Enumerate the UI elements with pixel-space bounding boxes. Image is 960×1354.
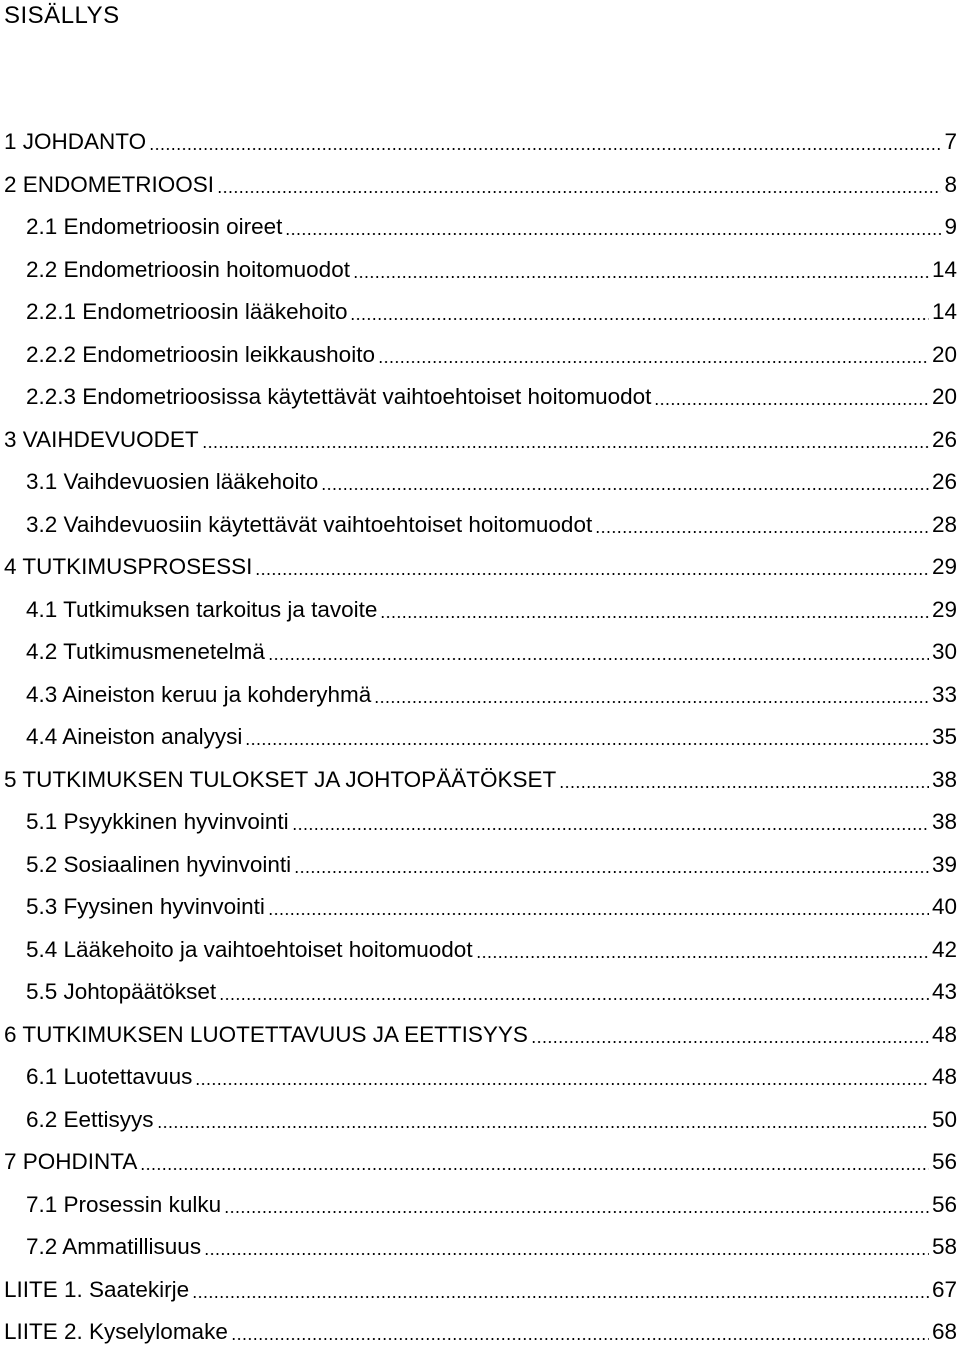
toc-entry-label: 1 JOHDANTO [4, 129, 147, 155]
dot-leader [224, 1211, 929, 1213]
toc-entry-label: 5.2 Sosiaalinen hyvinvointi [26, 851, 292, 877]
toc-entry[interactable] [0, 1184, 960, 1227]
toc-entry[interactable] [0, 1311, 960, 1354]
dot-leader [268, 913, 929, 915]
toc-entry[interactable] [0, 1269, 960, 1312]
toc-entry-page-number: 56 [931, 1149, 957, 1175]
toc-entry-page-number: 14 [931, 299, 957, 325]
toc-entry-label: 4 TUTKIMUSPROSESSI [4, 554, 253, 580]
toc-entry-label: 2.2.3 Endometrioosissa käytettävät vaihtoehtoiset hoitomuodot [26, 384, 652, 410]
toc-entry-label: 7.1 Prosessin kulku [26, 1191, 222, 1217]
toc-entry[interactable] [0, 886, 960, 929]
toc-entry-label: 5.4 Lääkehoito ja vaihtoehtoiset hoitomuodot [26, 936, 473, 962]
toc-entry-label: 3 VAIHDEVUODET [4, 426, 199, 452]
toc-entry-label: 7.2 Ammatillisuus [26, 1234, 202, 1260]
toc-entry[interactable] [0, 376, 960, 419]
table-of-contents [0, 121, 960, 1354]
toc-entry[interactable] [0, 929, 960, 972]
dot-leader [476, 956, 929, 958]
toc-entry-label: 2.2 Endometrioosin hoitomuodot [26, 256, 350, 282]
toc-entry-label: 3.1 Vaihdevuosien lääkehoito [26, 469, 319, 495]
toc-entry-label: 2.2.1 Endometrioosin lääkehoito [26, 299, 348, 325]
toc-entry-page-number: 30 [931, 639, 957, 665]
page-title: SISÄLLYS [4, 2, 120, 29]
dot-leader [157, 1126, 929, 1128]
toc-entry-label: 2.2.2 Endometrioosin leikkaushoito [26, 341, 375, 367]
toc-entry[interactable] [0, 1099, 960, 1142]
dot-leader [204, 1253, 929, 1255]
toc-entry-page-number: 48 [931, 1064, 957, 1090]
dot-leader [149, 148, 941, 150]
toc-entry-page-number: 9 [944, 214, 957, 240]
toc-entry-page-number: 26 [931, 469, 957, 495]
toc-entry-label: LIITE 2. Kyselylomake [4, 1319, 228, 1345]
toc-entry-page-number: 29 [931, 596, 957, 622]
toc-entry-page-number: 48 [931, 1021, 957, 1047]
dot-leader [378, 361, 929, 363]
toc-entry[interactable] [0, 206, 960, 249]
toc-entry[interactable] [0, 461, 960, 504]
toc-entry-label: 4.1 Tutkimuksen tarkoitus ja tavoite [26, 596, 378, 622]
toc-entry[interactable] [0, 716, 960, 759]
dot-leader [294, 871, 929, 873]
toc-entry-label: 5.3 Fyysinen hyvinvointi [26, 894, 265, 920]
toc-entry[interactable] [0, 759, 960, 802]
toc-entry-page-number: 38 [931, 766, 957, 792]
dot-leader [353, 276, 929, 278]
dot-leader [202, 446, 929, 448]
toc-entry-page-number: 40 [931, 894, 957, 920]
toc-entry-label: 4.2 Tutkimusmenetelmä [26, 639, 265, 665]
toc-entry-page-number: 68 [931, 1319, 957, 1345]
toc-entry-label: 5.1 Psyykkinen hyvinvointi [26, 809, 289, 835]
toc-entry[interactable] [0, 121, 960, 164]
toc-entry[interactable] [0, 674, 960, 717]
toc-entry-label: 4.4 Aineiston analyysi [26, 724, 243, 750]
toc-entry-label: 6.2 Eettisyys [26, 1106, 154, 1132]
toc-entry-label: 5.5 Johtopäätökset [26, 979, 217, 1005]
dot-leader [285, 233, 941, 235]
toc-entry[interactable] [0, 631, 960, 674]
toc-entry[interactable] [0, 589, 960, 632]
toc-entry[interactable] [0, 1056, 960, 1099]
toc-entry-label: 3.2 Vaihdevuosiin käytettävät vaihtoehtoiset hoitomuodot [26, 511, 593, 537]
toc-entry[interactable] [0, 801, 960, 844]
toc-entry-page-number: 42 [931, 936, 957, 962]
dot-leader [195, 1083, 929, 1085]
dot-leader [654, 403, 929, 405]
toc-entry-page-number: 28 [931, 511, 957, 537]
toc-entry[interactable] [0, 546, 960, 589]
toc-entry-page-number: 56 [931, 1191, 957, 1217]
toc-entry[interactable] [0, 844, 960, 887]
dot-leader [292, 828, 929, 830]
dot-leader [217, 191, 941, 193]
dot-leader [531, 1041, 929, 1043]
toc-entry-page-number: 20 [931, 341, 957, 367]
dot-leader [219, 998, 929, 1000]
toc-entry-page-number: 8 [944, 171, 957, 197]
toc-entry[interactable] [0, 249, 960, 292]
toc-entry-label: 2 ENDOMETRIOOSI [4, 171, 215, 197]
toc-entry-page-number: 33 [931, 681, 957, 707]
dot-leader [595, 531, 929, 533]
toc-entry-page-number: 58 [931, 1234, 957, 1260]
dot-leader [380, 616, 929, 618]
dot-leader [321, 488, 929, 490]
dot-leader [374, 701, 929, 703]
toc-entry-label: 6.1 Luotettavuus [26, 1064, 193, 1090]
toc-entry-label: LIITE 1. Saatekirje [4, 1276, 190, 1302]
toc-entry-label: 6 TUTKIMUKSEN LUOTETTAVUUS JA EETTISYYS [4, 1021, 528, 1047]
toc-entry-label: 2.1 Endometrioosin oireet [26, 214, 283, 240]
toc-entry[interactable] [0, 419, 960, 462]
toc-entry[interactable] [0, 1141, 960, 1184]
dot-leader [350, 318, 929, 320]
toc-entry-label: 4.3 Aineiston keruu ja kohderyhmä [26, 681, 372, 707]
dot-leader [140, 1168, 929, 1170]
dot-leader [559, 786, 929, 788]
toc-entry-page-number: 38 [931, 809, 957, 835]
toc-entry[interactable] [0, 291, 960, 334]
toc-entry-page-number: 14 [931, 256, 957, 282]
toc-entry-page-number: 26 [931, 426, 957, 452]
toc-entry-page-number: 43 [931, 979, 957, 1005]
toc-entry[interactable] [0, 504, 960, 547]
toc-entry-label: 5 TUTKIMUKSEN TULOKSET JA JOHTOPÄÄTÖKSET [4, 766, 557, 792]
toc-entry-label: 7 POHDINTA [4, 1149, 138, 1175]
toc-entry[interactable] [0, 1226, 960, 1269]
toc-entry[interactable] [0, 971, 960, 1014]
toc-entry[interactable] [0, 164, 960, 207]
dot-leader [231, 1338, 929, 1340]
toc-entry-page-number: 7 [944, 129, 957, 155]
toc-entry-page-number: 50 [931, 1106, 957, 1132]
toc-entry-page-number: 39 [931, 851, 957, 877]
dot-leader [255, 573, 929, 575]
toc-entry-page-number: 67 [931, 1276, 957, 1302]
dot-leader [192, 1296, 929, 1298]
dot-leader [268, 658, 929, 660]
toc-entry-page-number: 35 [931, 724, 957, 750]
toc-entry[interactable] [0, 1014, 960, 1057]
dot-leader [245, 743, 929, 745]
toc-entry-page-number: 20 [931, 384, 957, 410]
toc-entry[interactable] [0, 334, 960, 377]
toc-entry-page-number: 29 [931, 554, 957, 580]
